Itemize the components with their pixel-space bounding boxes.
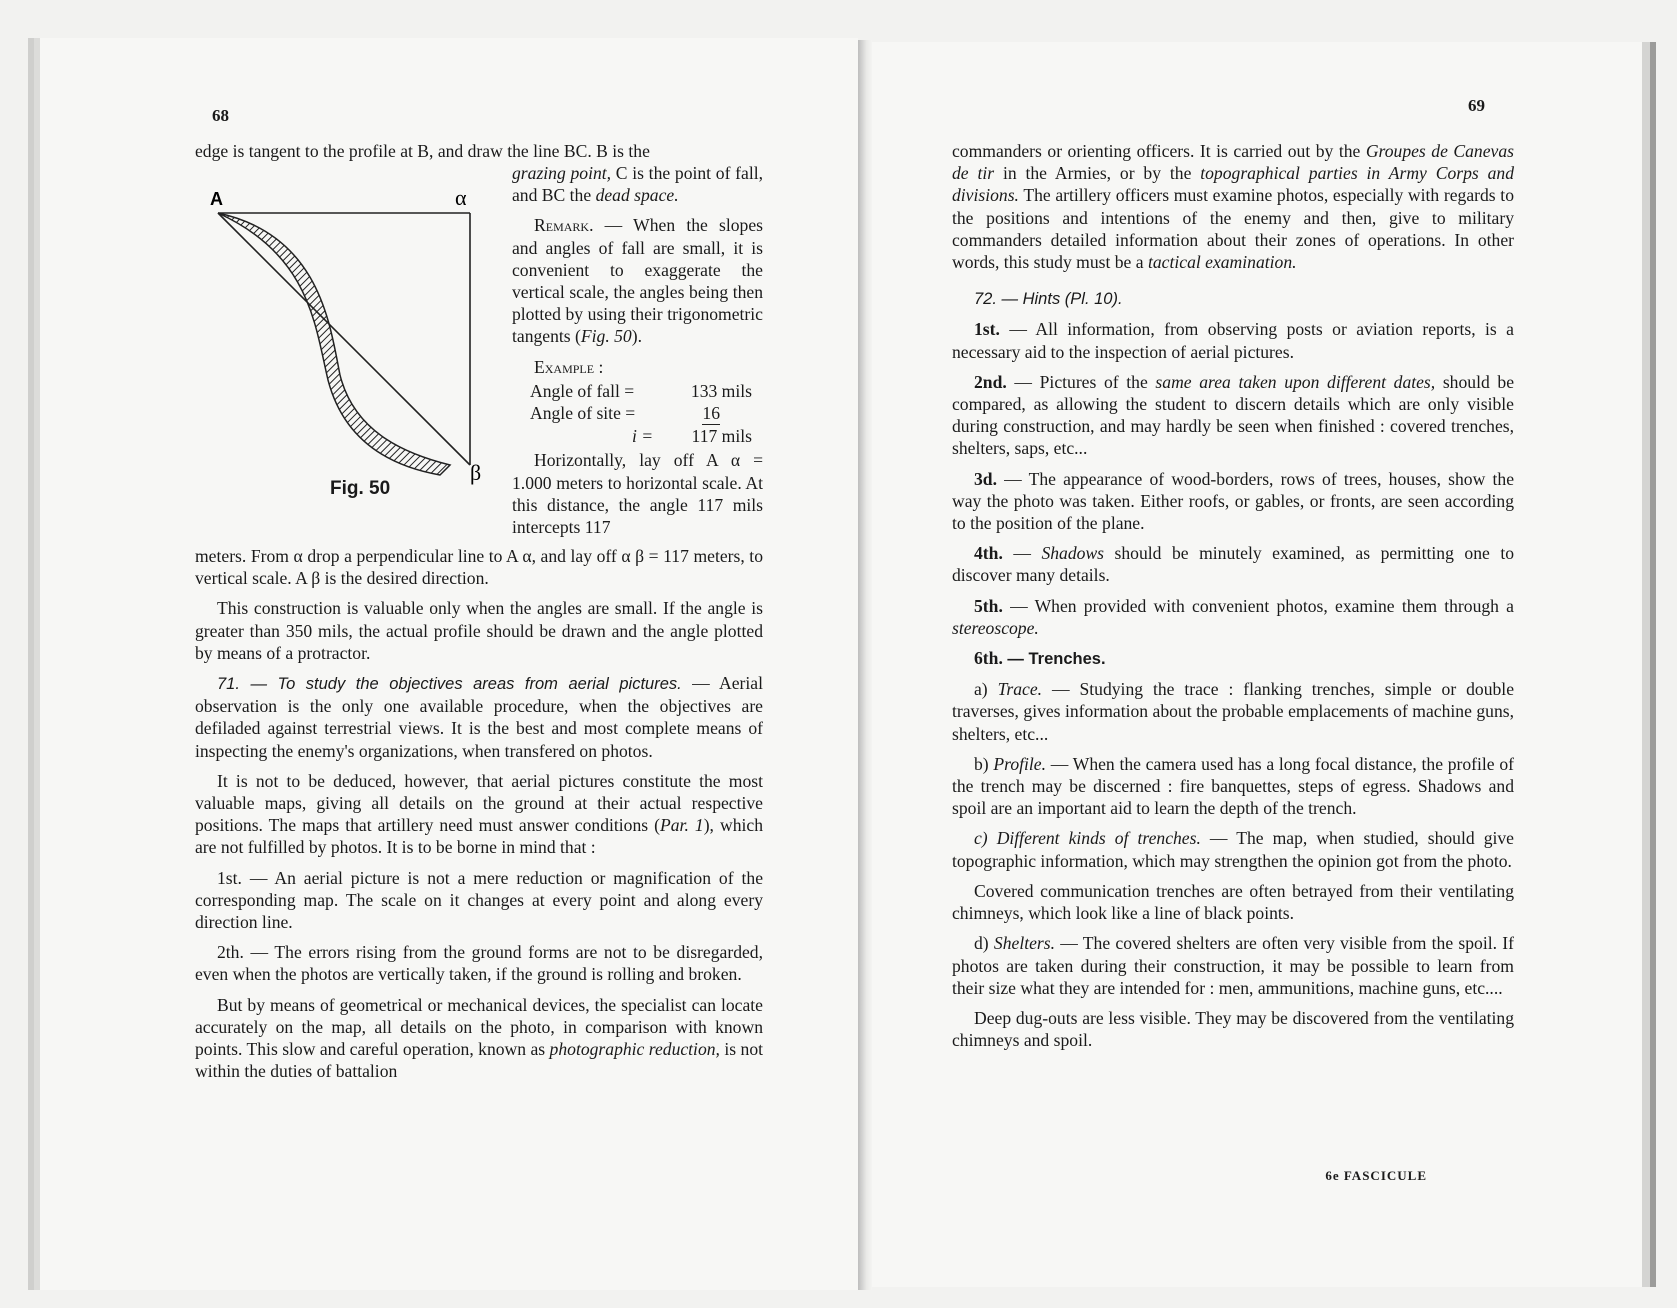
left-main-text: meters. From α drop a perpendicular line to A α, and lay off α β = 117 meters, to vertical scale. A β is the desired direction. This construction is valuable only when the angles are small. If the angle is greater than 350 mils, the actual profile should be drawn and the angle plotted by means of a protractor. 71. — To study the objectives areas from aerial pictures. — Aerial observation is the only one available procedure, when the objectives are defiladed against terrestrial views. It is the best and most complete means of inspecting the enemy's organizations, when transfered on photos. It is not to be deduced, however, that aerial pictures constitute the most valuable maps, giving all details on the ground at their actual respective positions. The maps that artillery need must answer conditions (Par. 1), which are not fulfilled by photos. It is to be borne in mind that : 1st. — An aerial picture is not a mere reduction or magnification of the corresponding map. The scale on it changes at every point and along every direction line. 2th. — The errors rising from the ground forms are not to be disregarded, even when the photos are vertically taken, if the ground is rolling and broken. But by means of geometrical or mechanical devices, the specialist can locate accurately on the map, all details on the photo, in comparison with known points. This slow and careful operation, known as photographic reduction, is not within the duties of battalion — [195, 546, 764, 1082]
equation-i: i = 117 mils — [632, 426, 752, 447]
profile-curve — [218, 213, 450, 475]
left-top-line: edge is tangent to the profile at B, and draw the line BC. B is the — [195, 141, 650, 161]
book-spine — [858, 40, 872, 1290]
right-page-number: 69 — [1468, 96, 1485, 115]
figure-caption: Fig. 50 — [330, 478, 391, 499]
equation-angle-of-site: Angle of site = 16 — [530, 402, 720, 425]
right-main-text: commanders or orienting officers. It is carried out by the Groupes de Canevas de tir in the Armies, or by the topographical parties in Army Corps and divisions. The artillery officers must examine photos, especially with regards to the positions and intentions of the enemy and then, give to military commanders detailed information about their zones of operations. In other words, this study must be a tactical examination. 72. — Hints (Pl. 10). 1st. — All information, from observing posts or aviation reports, is a necessary aid to the inspection of aerial pictures. 2nd. — Pictures of the same area taken upon different dates, should be compared, as allowing the student to discern details which are only visible during construction, and may hardly be seen when finished : covered trenches, shelters, saps, etc... 3d. — The appearance of wood-borders, rows of trees, houses, show the way the photo was taken. Either roofs, or gables, or fronts, are seen according to the position of the plane. 4th. — Shadows should be minutely examined, as permitting one to discover many details. 5th. — When provided with convenient photos, examine them through a stereoscope. 6th. — Trenches. a) Trace. — Studying the trace : flanking trenches, simple or double traverses, gives information about the probable emplacements of machine guns, shelters, etc... b) Profile. — When the camera used has a long focal distance, the profile of the trench may be discerned : fire banquettes, steps of egress. Shadows and spoil are an important aid to learn the depth of the trench. c) Different kinds of trenches. — The map, when studied, should give topographic information, which may strengthen the opinion got from the photo. Covered communication trenches are often betrayed from their ventilating chimneys, which look like a line of black points. d) Shelters. — The covered shelters are often very visible from the spoil. If photos are taken during their construction, it may be possible to learn from their size what they are intended for : men, ammunitions, machine guns, etc.... Deep dug-outs are less visible. They may be discovered from the ventilating chimneys and spoil. — [952, 141, 1515, 1051]
left-page-number: 68 — [212, 106, 229, 125]
label-beta: β — [470, 460, 482, 485]
figure-50-diagram — [170, 175, 510, 505]
direction-line — [218, 213, 470, 465]
label-alpha: α — [455, 185, 467, 210]
label-a: A — [210, 189, 223, 209]
left-side-column: grazing point, C is the point of fall, and BC the dead space. Remark. — When the slopes and angles of fall are small, it is convenient to exaggerate the vertical scale, the angles being then plotted by using their trigonometric tangents (Fig. 50). Example : Angle of fall = 133 mils Angle of site = 16 i = 117 mils Horizontally, lay off A α = 1.000 meters to horizontal scale. At this distance, the angle 117 mils intercepts 117 — [512, 163, 763, 538]
fascicule-footer: 6e FASCICULE — [1325, 1168, 1427, 1183]
equation-angle-of-fall: Angle of fall = 133 mils — [530, 380, 752, 401]
